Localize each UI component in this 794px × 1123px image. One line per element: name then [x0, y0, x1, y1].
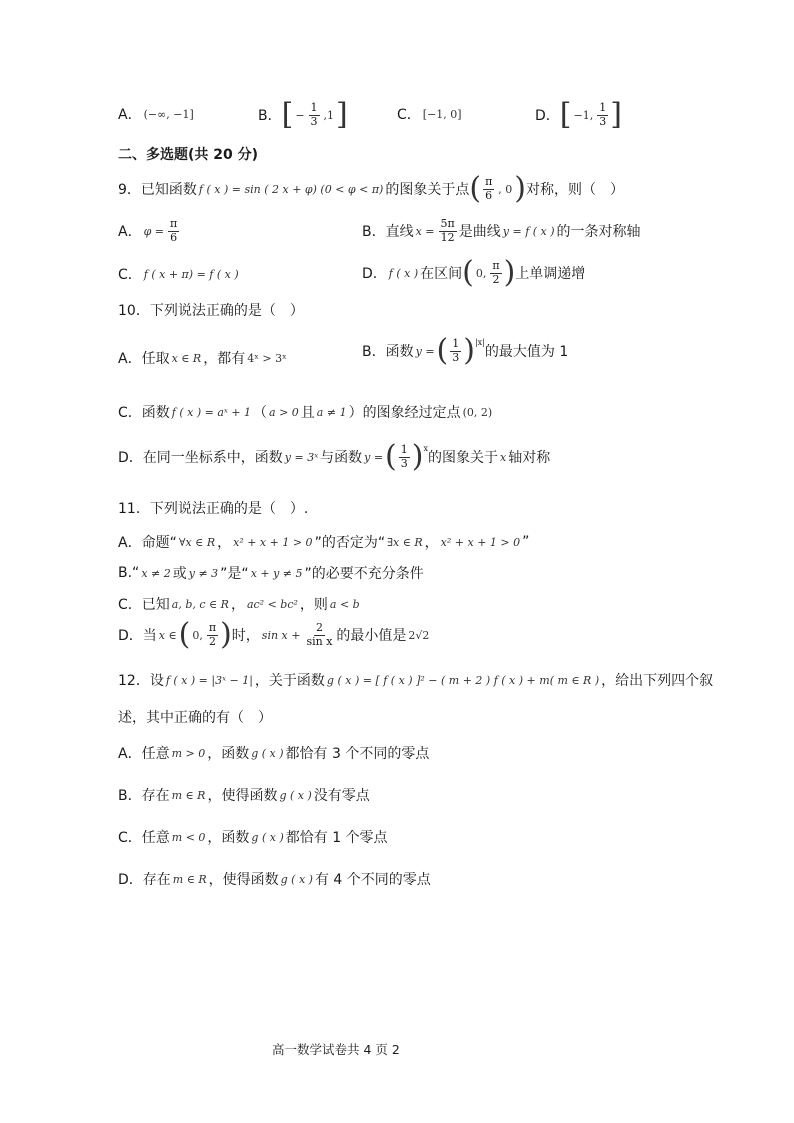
option-text: ”是“ — [220, 566, 249, 582]
bracket: ] — [610, 97, 622, 132]
stem-expr: f ( x ) = |3ˣ − 1| — [165, 673, 253, 687]
option-text: （ — [253, 405, 268, 421]
option-text: 没有零点 — [313, 788, 370, 804]
option-expr: −1, — [573, 108, 594, 122]
q10-option-c — [118, 402, 494, 422]
option-text: ，函数 — [207, 830, 250, 846]
option-label: B.“ — [118, 565, 140, 581]
option-label: A． — [118, 224, 142, 241]
fraction: $\frac{1}{3}$ — [599, 100, 607, 128]
q12-stem-line2: 述，其中正确的有（ ） — [118, 710, 272, 726]
option-expr: g ( x ) — [251, 746, 284, 760]
bracket: ] — [336, 97, 348, 132]
option-expr: [−1, 0] — [422, 107, 462, 121]
option-text: 是曲线 — [458, 224, 501, 241]
option-label: C．函数 — [118, 405, 170, 421]
option-text: ，使得函数 — [208, 872, 279, 888]
option-label: C．任意 — [118, 830, 170, 846]
option-label: B．存在 — [118, 788, 170, 804]
option-label: C． — [397, 107, 421, 123]
q9-option-c — [118, 264, 241, 284]
option-expr: f ( x ) — [388, 266, 419, 280]
option-text: 上单调递增 — [515, 266, 586, 282]
fraction: $\frac{\pi}{2}$ — [492, 258, 500, 286]
option-text: ，函数 — [207, 746, 250, 762]
stem-expr: g ( x ) = [ f ( x ) ]² − ( m + 2 ) f ( x ) + m( m ∈ R ) — [326, 673, 600, 687]
paren: ( — [436, 333, 449, 368]
option-expr: y = — [415, 344, 435, 358]
option-expr: − — [295, 108, 305, 122]
paren: ( — [469, 171, 482, 206]
q12-option-a — [118, 743, 429, 763]
option-expr: a ≠ 1 — [316, 405, 347, 419]
option-text: ，则 — [299, 597, 328, 613]
option-expr: y = — [364, 450, 384, 464]
stem-text: 9．已知函数 — [118, 182, 197, 198]
option-label: B．直线 — [362, 224, 414, 241]
option-text: 在区间 — [420, 266, 463, 282]
stem-expr: , 0 — [498, 182, 513, 196]
option-expr: 4ˣ > 3ˣ — [247, 351, 287, 365]
option-label: C．已知 — [118, 597, 170, 613]
paren: ) — [220, 617, 232, 652]
q8-option-d — [535, 97, 622, 132]
option-label: D．在同一坐标系中，函数 — [118, 450, 283, 466]
option-expr: (−∞, −1] — [143, 107, 194, 121]
q10-stem: 10．下列说法正确的是（ ） — [118, 303, 304, 319]
q9-stem — [118, 171, 625, 206]
q12-stem — [118, 670, 713, 690]
option-expr: ,1 — [323, 108, 335, 122]
option-label: D．存在 — [118, 872, 171, 888]
option-label: A． — [118, 107, 142, 123]
option-expr: a, b, c ∈ R — [171, 597, 229, 611]
option-expr: f ( x + π) = f ( x ) — [143, 267, 239, 281]
option-expr: ∀x ∈ R — [178, 535, 216, 549]
option-expr: x² + x + 1 > 0 — [233, 535, 313, 549]
option-text: 有 4 个不同的零点 — [314, 872, 431, 888]
q9-option-a — [118, 218, 181, 244]
bracket: [ — [559, 97, 572, 132]
exponent: |x| — [474, 338, 485, 347]
q12-option-d — [118, 869, 431, 889]
option-expr: ∃x ∈ R — [387, 535, 423, 549]
option-expr: m < 0 — [171, 830, 206, 844]
q10-option-b — [362, 333, 569, 368]
q11-option-a — [118, 532, 529, 552]
option-expr: x ∈ — [158, 628, 177, 642]
q10-option-d — [118, 439, 551, 474]
option-label: B．函数 — [362, 344, 414, 360]
option-text: 且 — [300, 405, 315, 421]
option-text: 都恰有 1 个零点 — [285, 830, 388, 846]
option-text: ”的否定为“ — [314, 535, 386, 551]
option-text: 的最大值为 1 — [484, 344, 569, 360]
option-expr: φ = — [143, 224, 164, 238]
option-expr: x ≠ 2 — [141, 566, 171, 580]
option-text: 的最小值是 — [336, 628, 407, 644]
paren: ( — [385, 439, 397, 474]
option-expr: 0, — [475, 266, 487, 280]
option-text: ， — [424, 535, 439, 551]
q11-stem: 11．下列说法正确的是（ ）. — [118, 501, 309, 517]
option-label: D．当 — [118, 628, 157, 644]
paren: ) — [463, 333, 475, 368]
exponent: x — [423, 444, 428, 453]
bracket: [ — [281, 97, 294, 132]
q12-option-c — [118, 827, 388, 847]
fraction: $\frac{1}{3}$ — [452, 336, 460, 364]
option-text: ， — [217, 535, 232, 551]
option-expr: 2√2 — [408, 628, 430, 642]
q8-option-c — [397, 104, 464, 124]
paren: ) — [411, 439, 424, 474]
option-label: B． — [258, 108, 282, 124]
stem-text: 对称，则（ ） — [526, 182, 625, 198]
fraction: $\frac{2}{\text{sin x}}$ — [306, 620, 333, 648]
fraction: $\frac{\pi}{2}$ — [208, 620, 217, 648]
option-text: ，都有 — [203, 351, 246, 367]
option-expr: ac² < bc² — [246, 597, 298, 611]
option-text: 都恰有 3 个不同的零点 — [285, 746, 430, 762]
option-text: ，使得函数 — [207, 788, 278, 804]
option-expr: sin x + — [261, 628, 301, 642]
q12-option-b — [118, 785, 370, 805]
option-expr: 0, — [192, 628, 203, 642]
option-text: ， — [230, 597, 245, 613]
option-expr: x² + x + 1 > 0 — [440, 535, 521, 549]
q11-option-d — [118, 617, 431, 652]
fraction: $\frac{5\pi}{12}$ — [440, 217, 455, 244]
stem-expr: f ( x ) = sin ( 2 x + φ) (0 < φ < π) — [198, 182, 384, 196]
option-expr: g ( x ) — [279, 788, 312, 802]
option-expr: y = 3ˣ — [284, 450, 319, 464]
option-text: ” — [522, 534, 530, 550]
option-label: D． — [535, 108, 560, 124]
option-text: 的图象关于 — [428, 450, 498, 466]
option-text: 的一条对称轴 — [556, 224, 641, 241]
option-text: 与函数 — [320, 450, 363, 466]
option-expr: x = — [415, 224, 435, 238]
q10-option-a — [118, 348, 289, 368]
q9-option-d — [362, 255, 586, 290]
q8-option-a — [118, 104, 196, 124]
q8-option-b — [258, 97, 348, 132]
paren: ) — [503, 255, 516, 290]
option-expr: x ∈ R — [171, 351, 202, 365]
stem-text: ，关于函数 — [254, 673, 325, 689]
option-expr: x — [500, 450, 507, 464]
option-text: ”的必要不充分条件 — [304, 566, 424, 582]
section-title: 二、多选题(共 20 分) — [118, 147, 259, 163]
option-expr: a < b — [329, 597, 360, 611]
fraction: $\frac{\pi}{6}$ — [485, 174, 493, 202]
option-expr: a > 0 — [269, 405, 299, 419]
paren: ( — [178, 617, 191, 652]
q11-option-b — [118, 563, 424, 583]
option-expr: x + y ≠ 5 — [250, 566, 303, 580]
q9-option-b — [362, 218, 641, 244]
option-expr: f ( x ) = aˣ + 1 — [171, 405, 252, 419]
option-label: A．任意 — [118, 746, 170, 762]
option-text: ）的图象经过定点 — [348, 405, 461, 421]
fraction: $\frac{1}{3}$ — [400, 442, 408, 470]
paren: ) — [514, 171, 527, 206]
option-label: A．任取 — [118, 351, 170, 367]
option-label: A．命题“ — [118, 535, 177, 551]
q11-option-c — [118, 594, 362, 614]
option-text: 或 — [172, 566, 187, 582]
option-expr: m ∈ R — [172, 872, 207, 886]
option-expr: (0, 2) — [462, 405, 493, 419]
option-expr: m ∈ R — [171, 788, 206, 802]
page-footer: 高一数学试卷共 4 页 2 — [272, 1042, 400, 1057]
option-expr: g ( x ) — [280, 872, 313, 886]
option-text: 时， — [231, 628, 260, 644]
stem-text: 12．设 — [118, 673, 164, 689]
fraction: $\frac{\pi}{6}$ — [170, 217, 178, 244]
fraction: $\frac{1}{3}$ — [310, 100, 318, 128]
stem-text: ，给出下列四个叙 — [601, 673, 714, 689]
option-expr: y = f ( x ) — [502, 224, 555, 238]
option-expr: m > 0 — [171, 746, 206, 760]
option-expr: g ( x ) — [251, 830, 284, 844]
option-expr: y ≠ 3 — [188, 566, 219, 580]
paren: ( — [462, 255, 474, 290]
option-label: C． — [118, 267, 142, 283]
stem-text: 的图象关于点 — [385, 182, 470, 198]
option-text: 轴对称 — [508, 450, 551, 466]
option-label: D． — [362, 266, 387, 282]
